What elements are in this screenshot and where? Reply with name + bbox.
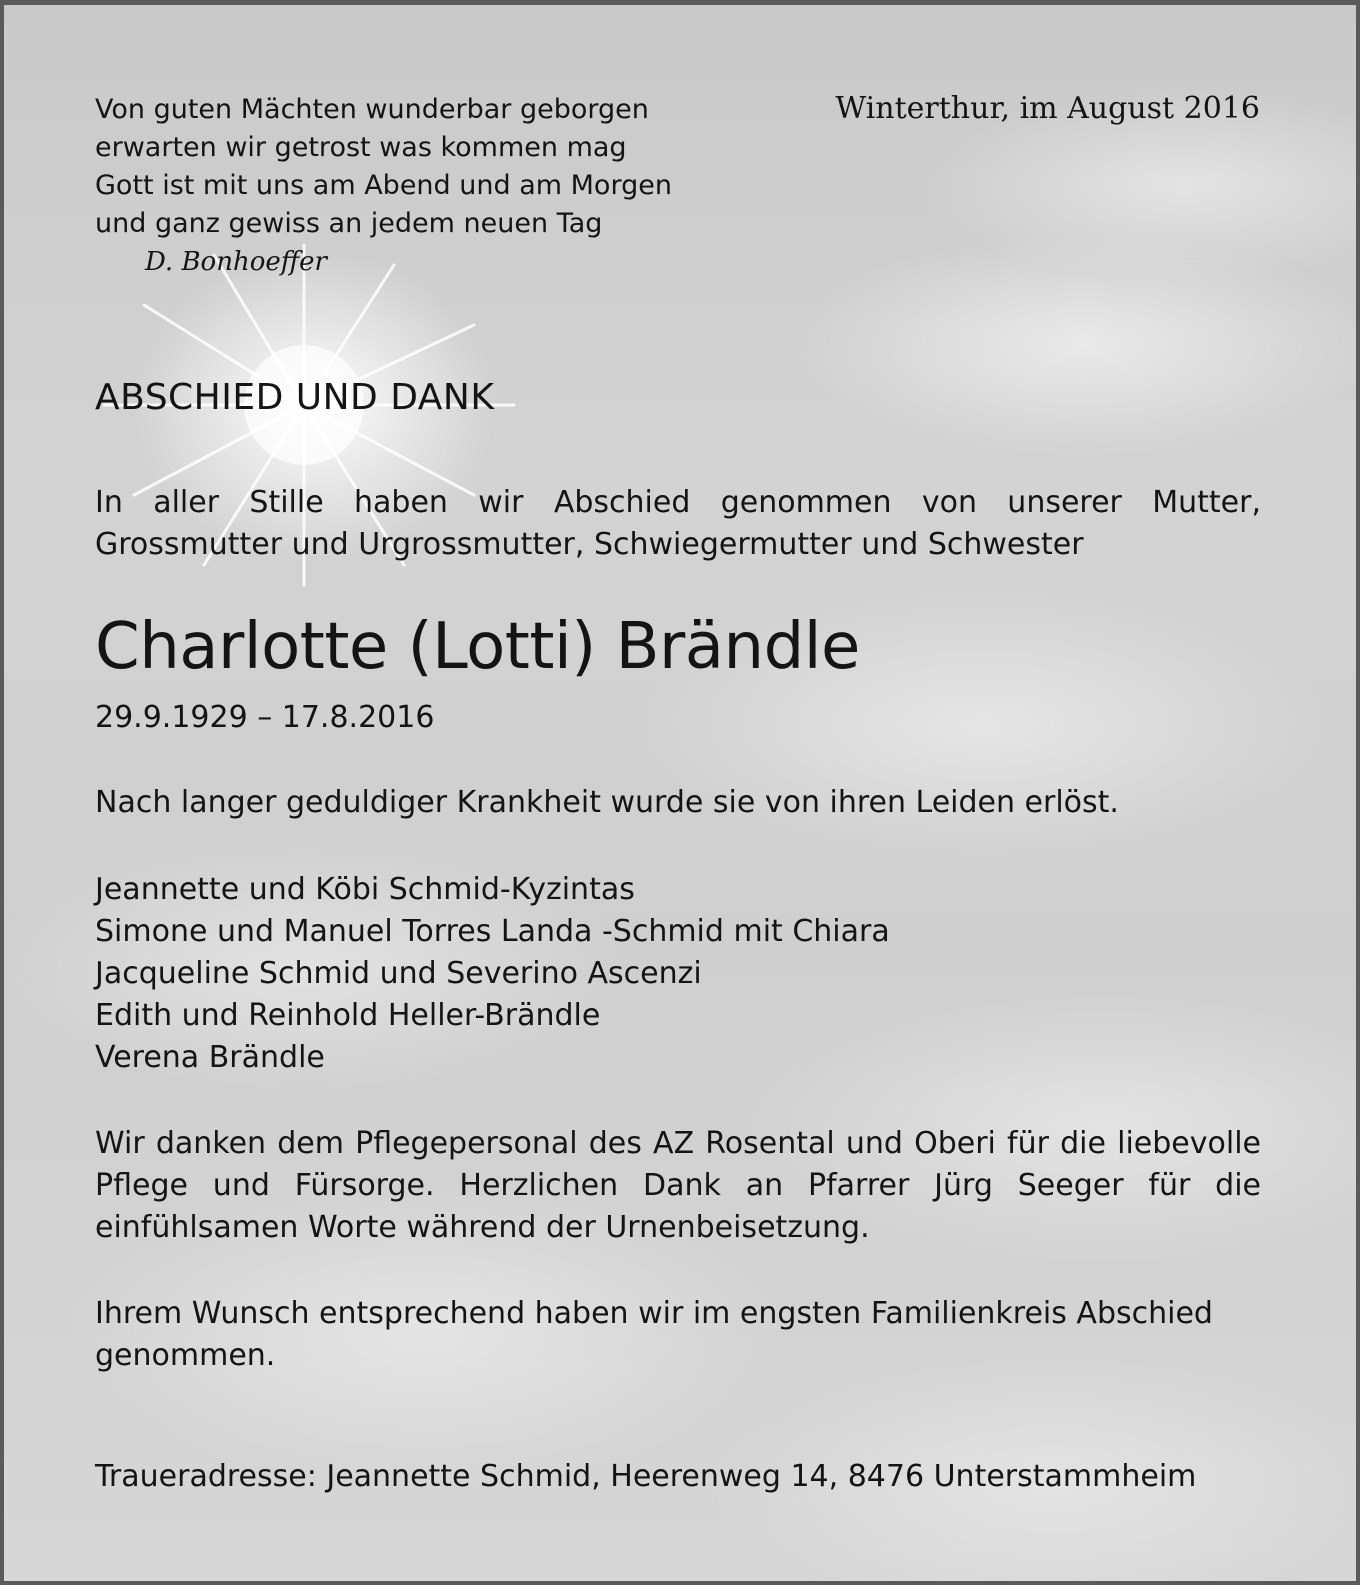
poem-author: D. Bonhoeffer bbox=[145, 247, 327, 277]
poem-line: und ganz gewiss an jedem neuen Tag bbox=[95, 208, 603, 239]
wish-text: Ihrem Wunsch entsprechend haben wir im engsten Familienkreis Abschied genommen. bbox=[95, 1296, 1213, 1373]
intro-text: In aller Stille haben wir Abschied genommen von unserer Mutter, Grossmutter und Urgrossmutter, Schwiegermutter und Schwester bbox=[95, 485, 1261, 562]
poem bbox=[95, 91, 672, 281]
deceased-name: Charlotte (Lotti) Brändle bbox=[95, 610, 860, 684]
mourner-item: Jeannette und Köbi Schmid-Kyzintas bbox=[95, 872, 635, 907]
mourning-address: Traueradresse: Jeannette Schmid, Heerenweg 14, 8476 Unterstammheim bbox=[95, 1459, 1197, 1494]
poem-line: erwarten wir getrost was kommen mag bbox=[95, 132, 627, 163]
poem-line: Von guten Mächten wunderbar geborgen bbox=[95, 94, 649, 125]
life-dates: 29.9.1929 – 17.8.2016 bbox=[95, 700, 435, 735]
mourner-item: Edith und Reinhold Heller-Brändle bbox=[95, 998, 601, 1033]
notice-heading: ABSCHIED UND DANK bbox=[95, 377, 495, 418]
poem-line: Gott ist mit uns am Abend und am Morgen bbox=[95, 170, 672, 201]
release-text: Nach langer geduldiger Krankheit wurde sie von ihren Leiden erlöst. bbox=[95, 785, 1119, 820]
mourners-list bbox=[95, 869, 890, 1079]
mourner-item: Simone und Manuel Torres Landa -Schmid mit Chiara bbox=[95, 914, 890, 949]
mourner-item: Verena Brändle bbox=[95, 1040, 325, 1075]
place-date: Winterthur, im August 2016 bbox=[835, 91, 1260, 126]
mourner-item: Jacqueline Schmid und Severino Ascenzi bbox=[95, 956, 702, 991]
thanks-text: Wir danken dem Pflegepersonal des AZ Rosental und Oberi für die liebevolle Pflege und Fürsorge. Herzlichen Dank an Pfarrer Jürg Seeger für die einfühlsamen Worte während der Urnenbeisetzung. bbox=[95, 1126, 1261, 1245]
